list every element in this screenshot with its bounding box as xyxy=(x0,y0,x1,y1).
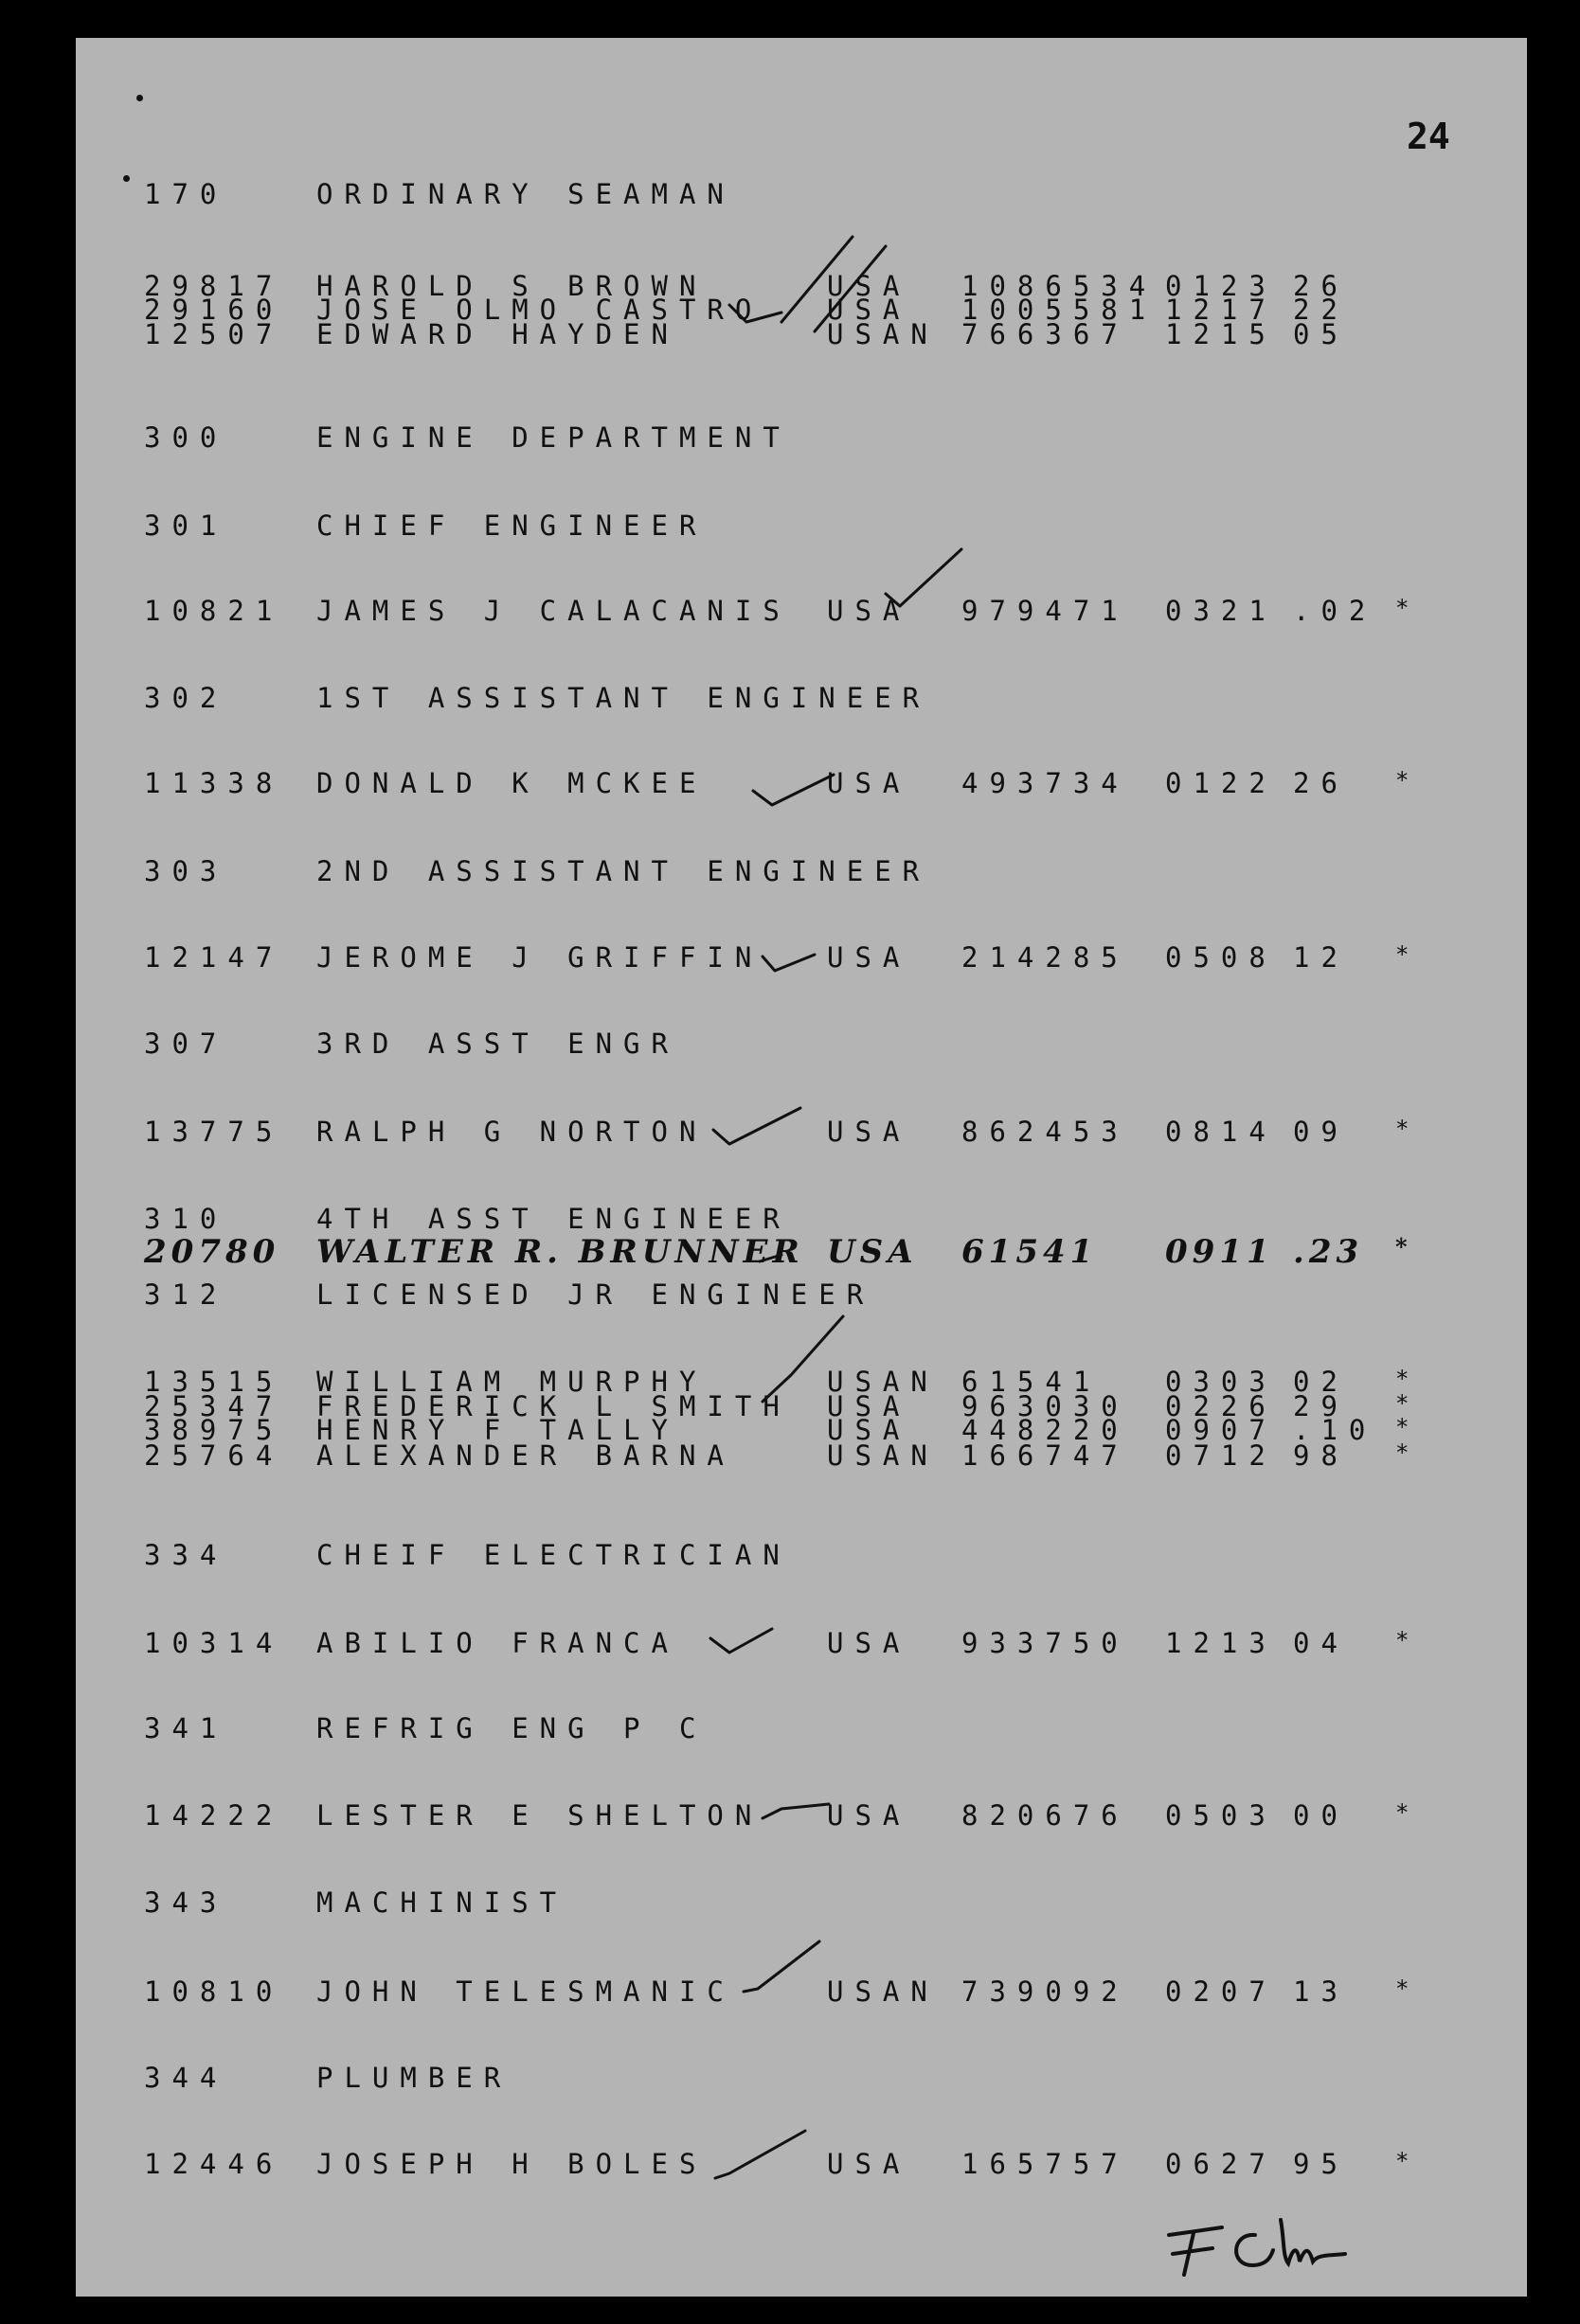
crew-name: RALPH G NORTON xyxy=(316,1116,708,1148)
crew-mark: * xyxy=(1395,595,1409,621)
section-header xyxy=(76,682,1527,720)
crew-row xyxy=(76,1439,1527,1477)
crew-document-number: 820676 xyxy=(961,1799,1129,1832)
crew-code: 29160 xyxy=(144,294,284,326)
crew-citizenship: USA xyxy=(827,1414,911,1446)
crew-document-number: 61541 xyxy=(961,1366,1102,1398)
crew-date: 0627 xyxy=(1165,2148,1277,2180)
crew-code: 12147 xyxy=(144,941,284,974)
crew-code: 29817 xyxy=(144,270,284,302)
section-title: CHIEF ENGINEER xyxy=(316,509,708,542)
crew-row xyxy=(76,595,1527,633)
crew-row xyxy=(76,767,1527,805)
crew-age: .02 xyxy=(1293,595,1377,627)
crew-row xyxy=(76,318,1527,356)
section-code: 312 xyxy=(144,1278,228,1311)
section-title: MACHINIST xyxy=(316,1886,568,1919)
crew-citizenship: USA xyxy=(827,1799,911,1832)
crew-age: 26 xyxy=(1293,270,1349,302)
section-code: 302 xyxy=(144,682,228,714)
crew-document-number: 933750 xyxy=(961,1627,1129,1659)
crew-date: 0303 xyxy=(1165,1366,1277,1398)
crew-age: 29 xyxy=(1293,1390,1349,1422)
crew-code: 38975 xyxy=(144,1414,284,1446)
section-header xyxy=(76,1028,1527,1065)
section-code: 343 xyxy=(144,1886,228,1919)
crew-date: 0911 xyxy=(1165,1233,1274,1271)
crew-citizenship: USA xyxy=(827,294,911,326)
crew-age: 13 xyxy=(1293,1975,1349,2008)
crew-date: 0226 xyxy=(1165,1390,1277,1422)
crew-date: 0122 xyxy=(1165,767,1277,799)
section-title: PLUMBER xyxy=(316,2062,512,2094)
crew-date: 0123 xyxy=(1165,270,1277,302)
crew-age: 12 xyxy=(1293,941,1349,974)
crew-code: 13775 xyxy=(144,1116,284,1148)
crew-age: 26 xyxy=(1293,767,1349,799)
crew-mark: * xyxy=(1395,2148,1409,2174)
crew-document-number: 979471 xyxy=(961,595,1129,627)
crew-mark: * xyxy=(1395,1116,1409,1142)
section-title: 4TH ASST ENGINEER xyxy=(316,1203,791,1235)
crew-date: 0907 xyxy=(1165,1414,1277,1446)
section-title: 2ND ASSISTANT ENGINEER xyxy=(316,855,931,887)
crew-age: 95 xyxy=(1293,2148,1349,2180)
crew-date: 0814 xyxy=(1165,1116,1277,1148)
crew-code: 11338 xyxy=(144,767,284,799)
crew-code: 10810 xyxy=(144,1975,284,2008)
crew-row xyxy=(76,1799,1527,1837)
crew-code: 12507 xyxy=(144,318,284,350)
crew-mark: * xyxy=(1395,1414,1409,1440)
crew-code: 25764 xyxy=(144,1439,284,1472)
crew-document-number: 214285 xyxy=(961,941,1129,974)
crew-age: 98 xyxy=(1293,1439,1349,1472)
crew-name: DONALD K MCKEE xyxy=(316,767,708,799)
crew-citizenship: USA xyxy=(827,1627,911,1659)
section-header xyxy=(76,509,1527,547)
section-header xyxy=(76,1278,1527,1316)
crew-age: 04 xyxy=(1293,1627,1349,1659)
crew-document-number: 1086534 xyxy=(961,270,1158,302)
section-header xyxy=(76,421,1527,459)
crew-row xyxy=(76,1116,1527,1153)
check-marks-layer xyxy=(76,38,1527,2297)
speck xyxy=(136,95,143,101)
section-title: CHEIF ELECTRICIAN xyxy=(316,1539,791,1571)
crew-document-number: 1005581 xyxy=(961,294,1158,326)
crew-citizenship: USA xyxy=(827,270,911,302)
crew-name: HENRY F TALLY xyxy=(316,1414,679,1446)
crew-name: ALEXANDER BARNA xyxy=(316,1439,735,1472)
crew-document-number: 448220 xyxy=(961,1414,1129,1446)
crew-row xyxy=(76,1627,1527,1665)
crew-name: WILLIAM MURPHY xyxy=(316,1366,708,1398)
crew-mark: * xyxy=(1395,767,1409,794)
section-header xyxy=(76,1539,1527,1577)
crew-name: HAROLD S BROWN xyxy=(316,270,708,302)
crew-name: JAMES J CALACANIS xyxy=(316,595,791,627)
crew-citizenship: USA xyxy=(827,1233,918,1271)
crew-code: 20780 xyxy=(144,1233,280,1271)
section-header xyxy=(76,1886,1527,1924)
crew-age: .23 xyxy=(1293,1233,1364,1271)
crew-code: 25347 xyxy=(144,1390,284,1422)
crew-name: LESTER E SHELTON xyxy=(316,1799,763,1832)
crew-name: ABILIO FRANCA xyxy=(316,1627,679,1659)
section-code: 344 xyxy=(144,2062,228,2094)
section-title: ENGINE DEPARTMENT xyxy=(316,421,791,454)
crew-name: EDWARD HAYDEN xyxy=(316,318,679,350)
crew-citizenship: USAN xyxy=(827,318,939,350)
section-code: 301 xyxy=(144,509,228,542)
crew-row xyxy=(76,1975,1527,2013)
crew-mark: * xyxy=(1395,1627,1409,1654)
crew-document-number: 766367 xyxy=(961,318,1129,350)
crew-code: 10821 xyxy=(144,595,284,627)
section-code: 303 xyxy=(144,855,228,887)
crew-age: 09 xyxy=(1293,1116,1349,1148)
document-page xyxy=(76,38,1527,2297)
crew-name: JOSE OLMO CASTRO xyxy=(316,294,763,326)
crew-row xyxy=(76,1233,1527,1271)
section-header xyxy=(76,855,1527,893)
crew-mark: * xyxy=(1395,1799,1409,1826)
section-code: 334 xyxy=(144,1539,228,1571)
crew-date: 1213 xyxy=(1165,1627,1277,1659)
crew-citizenship: USA xyxy=(827,1116,911,1148)
crew-date: 0508 xyxy=(1165,941,1277,974)
section-title: REFRIG ENG P C xyxy=(316,1712,708,1744)
crew-code: 12446 xyxy=(144,2148,284,2180)
crew-row xyxy=(76,941,1527,979)
crew-age: 22 xyxy=(1293,294,1349,326)
section-title: 3RD ASST ENGR xyxy=(316,1028,679,1060)
section-header xyxy=(76,2062,1527,2100)
section-code: 307 xyxy=(144,1028,228,1060)
crew-citizenship: USA xyxy=(827,941,911,974)
crew-citizenship: USAN xyxy=(827,1366,939,1398)
crew-code: 10314 xyxy=(144,1627,284,1659)
crew-citizenship: USAN xyxy=(827,1439,939,1472)
crew-age: 02 xyxy=(1293,1366,1349,1398)
crew-date: 0712 xyxy=(1165,1439,1277,1472)
crew-date: 1217 xyxy=(1165,294,1277,326)
section-code: 170 xyxy=(144,178,228,210)
crew-name: WALTER R. BRUNNER xyxy=(316,1233,804,1271)
crew-citizenship: USA xyxy=(827,595,911,627)
crew-row xyxy=(76,2148,1527,2186)
crew-document-number: 61541 xyxy=(961,1233,1098,1271)
crew-code: 14222 xyxy=(144,1799,284,1832)
crew-document-number: 165757 xyxy=(961,2148,1129,2180)
crew-age: .10 xyxy=(1293,1414,1377,1446)
crew-mark: * xyxy=(1395,941,1409,968)
crew-name: JEROME J GRIFFIN xyxy=(316,941,763,974)
crew-document-number: 493734 xyxy=(961,767,1129,799)
crew-mark: * xyxy=(1395,1390,1409,1417)
crew-document-number: 739092 xyxy=(961,1975,1129,2008)
section-code: 300 xyxy=(144,421,228,454)
section-header xyxy=(76,178,1527,216)
crew-code: 13515 xyxy=(144,1366,284,1398)
section-title: 1ST ASSISTANT ENGINEER xyxy=(316,682,931,714)
section-code: 341 xyxy=(144,1712,228,1744)
crew-document-number: 862453 xyxy=(961,1116,1129,1148)
crew-mark: * xyxy=(1395,1366,1409,1392)
crew-citizenship: USA xyxy=(827,2148,911,2180)
crew-date: 0321 xyxy=(1165,595,1277,627)
crew-age: 00 xyxy=(1293,1799,1349,1832)
crew-name: JOSEPH H BOLES xyxy=(316,2148,708,2180)
section-code: 310 xyxy=(144,1203,228,1235)
crew-mark: * xyxy=(1395,1439,1409,1466)
page-number: 24 xyxy=(1407,116,1450,157)
crew-citizenship: USA xyxy=(827,1390,911,1422)
section-title: ORDINARY SEAMAN xyxy=(316,178,735,210)
crew-citizenship: USA xyxy=(827,767,911,799)
crew-mark: * xyxy=(1395,1233,1408,1260)
crew-citizenship: USAN xyxy=(827,1975,939,2008)
crew-name: FREDERICK L SMITH xyxy=(316,1390,791,1422)
signature xyxy=(1156,2207,1355,2282)
section-title: LICENSED JR ENGINEER xyxy=(316,1278,875,1311)
section-header xyxy=(76,1712,1527,1750)
crew-mark: * xyxy=(1395,1975,1409,2002)
crew-date: 0503 xyxy=(1165,1799,1277,1832)
crew-age: 05 xyxy=(1293,318,1349,350)
crew-document-number: 963030 xyxy=(961,1390,1129,1422)
crew-document-number: 166747 xyxy=(961,1439,1129,1472)
crew-date: 0207 xyxy=(1165,1975,1277,2008)
crew-date: 1215 xyxy=(1165,318,1277,350)
crew-name: JOHN TELESMANIC xyxy=(316,1975,735,2008)
